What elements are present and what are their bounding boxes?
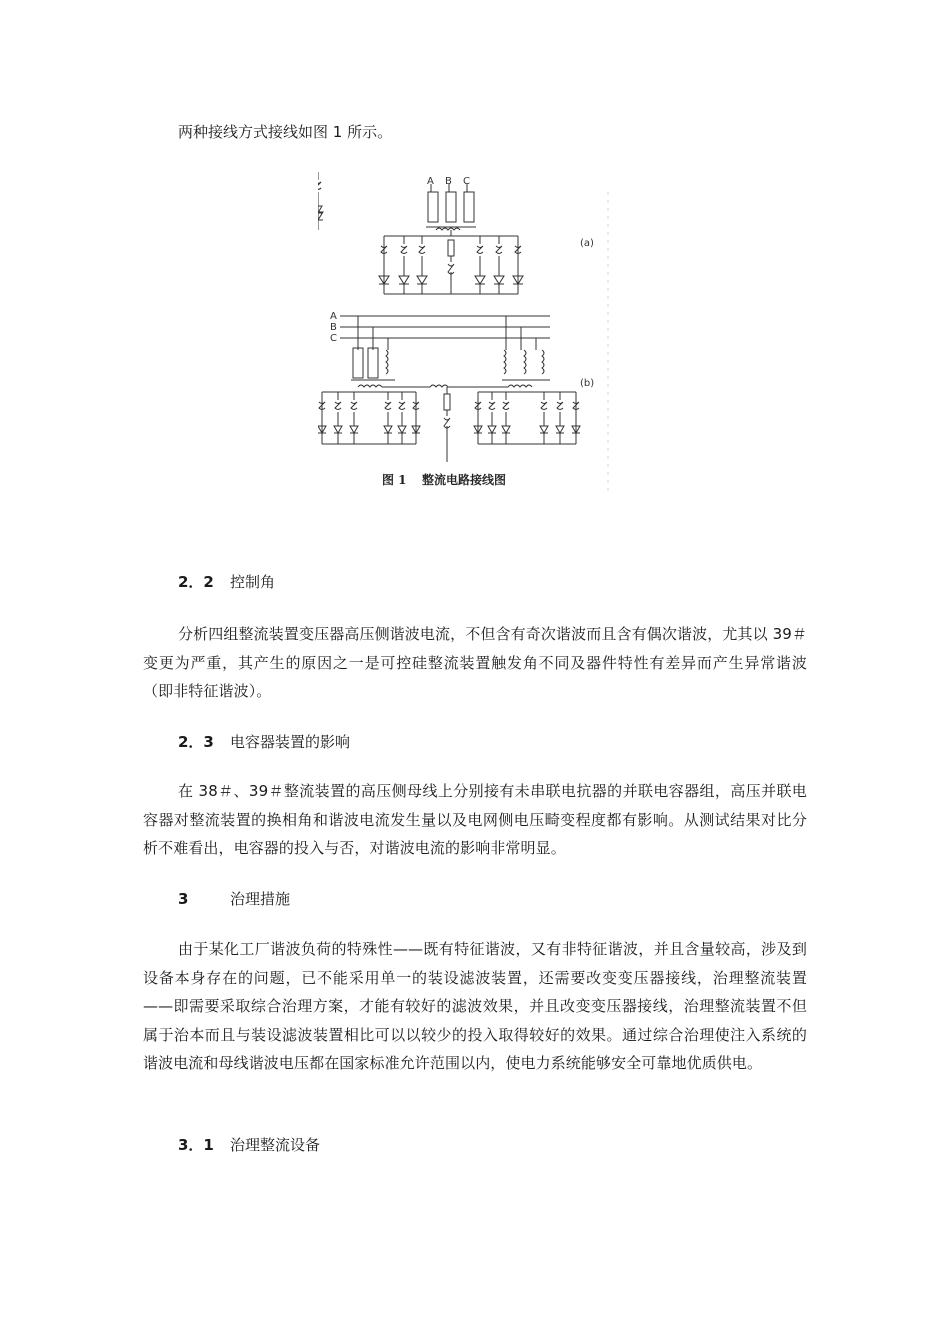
rectifier-circuit-figure [318, 172, 618, 502]
part-a-label: (a) [580, 238, 594, 249]
phase-label-b: B [445, 176, 452, 187]
section-body-2-2: 分析四组整流装置变压器高压侧谐波电流，不但含有奇次谐波而且含有偶次谐波，尤其以 39＃变更为严重，其产生的原因之一是可控硅整流装置触发角不同及器件特性有差异而产生异常谐波（即非特征谐波）。 [143, 625, 807, 700]
circuit-diagram [318, 172, 618, 502]
figure-caption-number: 图 1 [382, 473, 407, 487]
bus-label-c: C [330, 333, 337, 344]
section-body-2-3: 在 38＃、39＃整流装置的高压侧母线上分别接有未串联电抗器的并联电容器组，高压并联电容器对整流装置的换相角和谐波电流发生量以及电网侧电压畸变程度都有影响。从测试结果对比分析不难看出，电容器的投入与否，对谐波电流的影响非常明显。 [143, 782, 807, 857]
section-body-3: 由于某化工厂谐波负荷的特殊性——既有特征谐波，又有非特征谐波，并且含量较高，涉及到设备本身存在的问题，已不能采用单一的装设滤波装置，还需要改变变压器接线，治理整流装置——即需要采取综合治理方案，才能有较好的滤波效果，并且改变变压器接线，治理整流装置不但属于治本而且与装设滤波装置相比可以以较少的投入取得较好的效果。通过综合治理使注入系统的谐波电流和母线谐波电压都在国家标准允许范围以内，使电力系统能够安全可靠地优质供电。 [143, 940, 807, 1072]
section-title: 电容器装置的影响 [230, 733, 351, 751]
part-b-label: (b) [580, 378, 595, 389]
section-heading-3-1 [178, 1133, 320, 1157]
section-number: 2．2 [178, 573, 214, 591]
section-title: 控制角 [230, 573, 276, 591]
bus-label-b: B [330, 322, 337, 333]
section-heading-3 [178, 887, 290, 911]
figure-caption-title: 整流电路接线图 [422, 473, 507, 487]
intro-text: 两种接线方式接线如图 1 所示。 [178, 123, 393, 141]
section-heading-2-3 [178, 730, 350, 754]
section-title: 治理措施 [230, 890, 291, 908]
transformer-winding-c [464, 192, 474, 222]
section-number: 2．3 [178, 733, 214, 751]
section-heading-2-2 [178, 570, 275, 594]
transformer-winding-b [446, 192, 456, 222]
section-number: 3 [178, 890, 189, 908]
transformer-winding-a [428, 192, 438, 222]
phase-label-a: A [427, 176, 434, 187]
section-title: 治理整流设备 [230, 1136, 321, 1154]
phase-label-c: C [463, 176, 470, 187]
section-number: 3．1 [178, 1136, 214, 1154]
bus-label-a: A [330, 311, 337, 322]
